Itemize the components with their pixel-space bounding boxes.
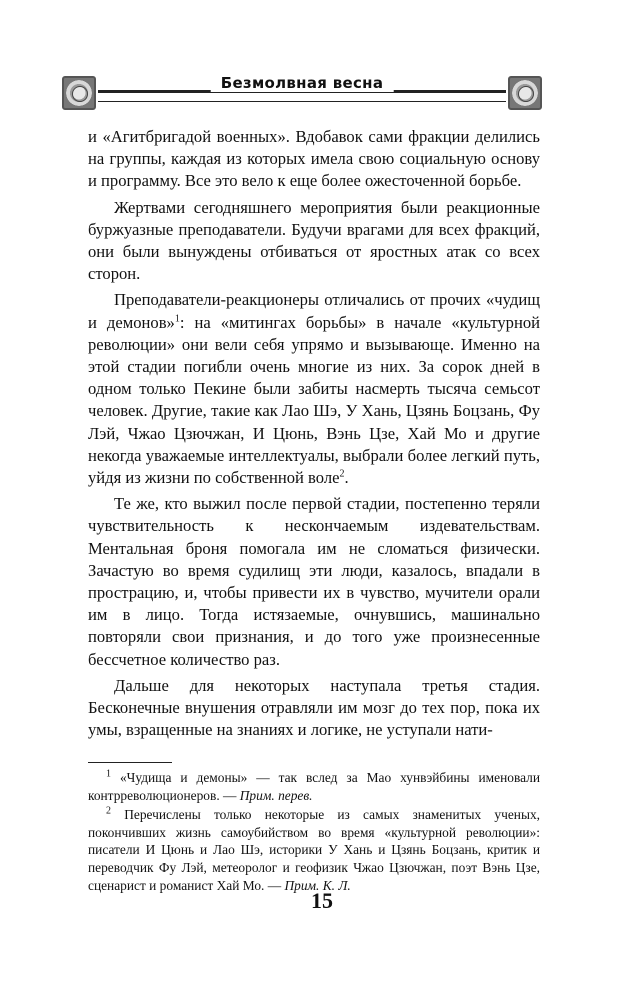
page-number: 15 xyxy=(311,888,333,913)
paragraph: и «Агитбригадой военных». Вдобавок сами фракции делились на группы, каждая из которых имела свою социальную основу и программу. Все это вело к еще более ожесточенной борьбе. xyxy=(88,127,540,191)
paragraph-text: : на «митингах борьбы» в начале «культурной революции» они вели себя упрямо и вызывающе. Именно на этой стадии погибли очень многие из них. За сорок дней в одном только Пекине были забиты насмерть тысяча семьсот человек. Другие, такие как Лао Шэ, У Хань, Цзянь Боцзань, Фу Лэй, Чжао Цзючжан, И Цюнь, Вэнь Цзе, Хай Мо и другие некогда уважаемые интеллектуалы, выбрали более легкий путь, уйдя из жизни по собственной воле xyxy=(88,312,540,488)
paragraph-text: . xyxy=(344,468,349,488)
emblem-icon xyxy=(508,76,542,110)
footnote-attribution: Прим. К. Л. xyxy=(284,877,351,893)
footnote xyxy=(88,769,540,804)
footnote-mark: 1 xyxy=(106,768,111,780)
emblem-icon xyxy=(62,76,96,110)
paragraph xyxy=(88,289,540,489)
main-text xyxy=(88,126,540,741)
footnote-text: «Чудища и демоны» — так вслед за Мао хунвэйбины именовали контрреволюционеров. — xyxy=(88,770,540,803)
paragraph-text: Преподаватели-реакционеры отличались от прочих «чудищ и демонов» xyxy=(88,290,540,332)
footnote-mark: 2 xyxy=(106,805,111,817)
paragraph: Те же, кто выжил после первой стадии, постепенно теряли чувствительность к нескончаемым издевательствам. Ментальная броня помогала им не сломаться физически. Зачастую во время судилищ эти люди, казалось, впадали в прострацию, и, чтобы привести их в чувство, мучители орали им в лицо. Тогда истязаемые, очнувшись, машинально повторяли свои признания, и до того уже произнесенные бессчетное количество раз. xyxy=(88,494,540,669)
footnote-ref: 1 xyxy=(174,313,180,325)
paragraph: Дальше для некоторых наступала третья стадия. Бесконечные внушения отравляли им мозг до тех пор, пока их умы, взращенные на знаниях и логике, не уступали нати- xyxy=(88,675,540,740)
footnote-divider xyxy=(88,762,172,763)
footnote-text: Перечислены только некоторые из самых знаменитых ученых, покончивших жизнь самоубийством во время «культурной революции»: писатели И Цюнь и Лао Шэ, историки У Хань и Цзянь Боцзань, критик и переводчик Фу Лэй, метеоролог и геофизик Чжао Цзючжан, поэт Вэнь Цзе, сценарист и романист Хай Мо. — xyxy=(88,807,540,893)
running-header xyxy=(62,70,542,114)
footnote-attribution: Прим. перев. xyxy=(239,787,313,803)
footnote xyxy=(88,806,540,894)
footnotes xyxy=(88,769,540,894)
running-title: Безмолвная весна xyxy=(211,74,394,92)
footnote-ref: 2 xyxy=(339,468,345,480)
paragraph: Жертвами сегодняшнего мероприятия были реакционные буржуазные преподаватели. Будучи врагами для всех фракций, они были вынуждены отбиваться от яростных атак со всех сторон. xyxy=(88,197,540,284)
